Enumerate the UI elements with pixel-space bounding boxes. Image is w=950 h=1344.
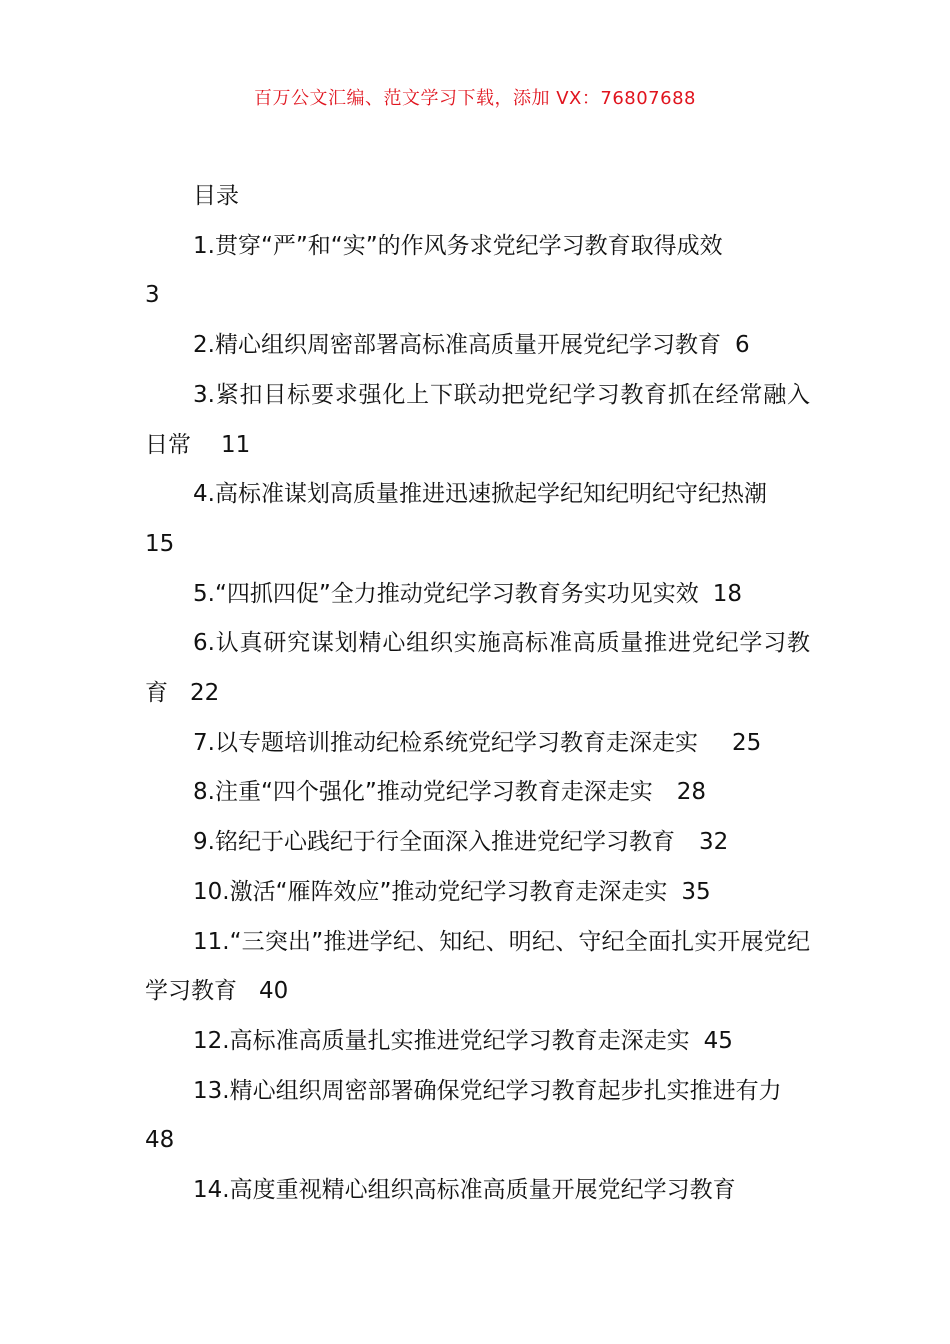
table-of-contents: [145, 172, 810, 1216]
toc-entry-page: 48: [145, 1127, 175, 1154]
toc-entry[interactable]: [145, 1166, 810, 1216]
toc-entry-title: 11.“三突出”推进学纪、知纪、明纪、守纪全面扎实开展党纪学习教育: [145, 928, 810, 1005]
toc-entry-page: 28: [676, 779, 707, 806]
toc-entry-title: 7.以专题培训推动纪检系统党纪学习教育走深走实: [193, 729, 698, 756]
toc-entry-page: 18: [712, 580, 743, 607]
toc-entry[interactable]: [145, 918, 810, 1017]
toc-entry[interactable]: [145, 470, 810, 569]
toc-entry-page: 11: [221, 431, 251, 458]
header-watermark-text: 百万公文汇编、范文学习下载，添加 VX：76807688: [254, 88, 696, 109]
toc-entry-title: 5.“四抓四促”全力推动党纪学习教育务实功见实效: [193, 580, 699, 607]
toc-entry-page: 15: [145, 530, 175, 557]
toc-entry-page: 22: [190, 680, 220, 707]
toc-entry-title: 13.精心组织周密部署确保党纪学习教育起步扎实推进有力: [193, 1077, 782, 1104]
toc-entry-title: 10.激活“雁阵效应”推动党纪学习教育走深走实: [193, 878, 668, 905]
toc-entry-page: 3: [145, 282, 160, 309]
toc-entry-page: 32: [698, 829, 729, 856]
toc-entry-title: 3.紧扣目标要求强化上下联动把党纪学习教育抓在经常融入日常: [145, 381, 810, 458]
toc-entry-page: 6: [734, 332, 750, 359]
toc-entry[interactable]: [145, 818, 810, 868]
toc-entry[interactable]: [145, 768, 810, 818]
toc-entry-title: 14.高度重视精心组织高标准高质量开展党纪学习教育: [193, 1177, 736, 1204]
toc-entry-page: 25: [731, 729, 762, 756]
toc-entry[interactable]: [145, 371, 810, 470]
toc-title: 目录: [193, 183, 239, 209]
toc-entry[interactable]: [145, 1067, 810, 1166]
toc-entry-title: 2.精心组织周密部署高标准高质量开展党纪学习教育: [193, 332, 721, 359]
toc-entry[interactable]: [145, 619, 810, 718]
toc-entry-page: 35: [681, 878, 711, 905]
toc-entry-title: 6.认真研究谋划精心组织实施高标准高质量推进党纪学习教育: [145, 630, 810, 707]
toc-entry-title: 12.高标准高质量扎实推进党纪学习教育走深走实: [193, 1027, 690, 1054]
toc-entry[interactable]: [145, 1017, 810, 1067]
toc-entry-page: 45: [703, 1027, 733, 1054]
toc-entry-title: 9.铭纪于心践纪于行全面深入推进党纪学习教育: [193, 829, 675, 856]
toc-entry[interactable]: [145, 868, 810, 918]
toc-entry-page: 40: [259, 978, 289, 1005]
toc-entry[interactable]: [145, 719, 810, 769]
toc-entry[interactable]: [145, 321, 810, 371]
toc-entry[interactable]: [145, 222, 810, 321]
toc-entry-title: 1.贯穿“严”和“实”的作风务求党纪学习教育取得成效: [193, 232, 723, 259]
toc-entry[interactable]: [145, 570, 810, 620]
toc-entry-title: 4.高标准谋划高质量推进迅速掀起学纪知纪明纪守纪热潮: [193, 481, 767, 508]
toc-entry-title: 8.注重“四个强化”推动党纪学习教育走深走实: [193, 779, 653, 806]
